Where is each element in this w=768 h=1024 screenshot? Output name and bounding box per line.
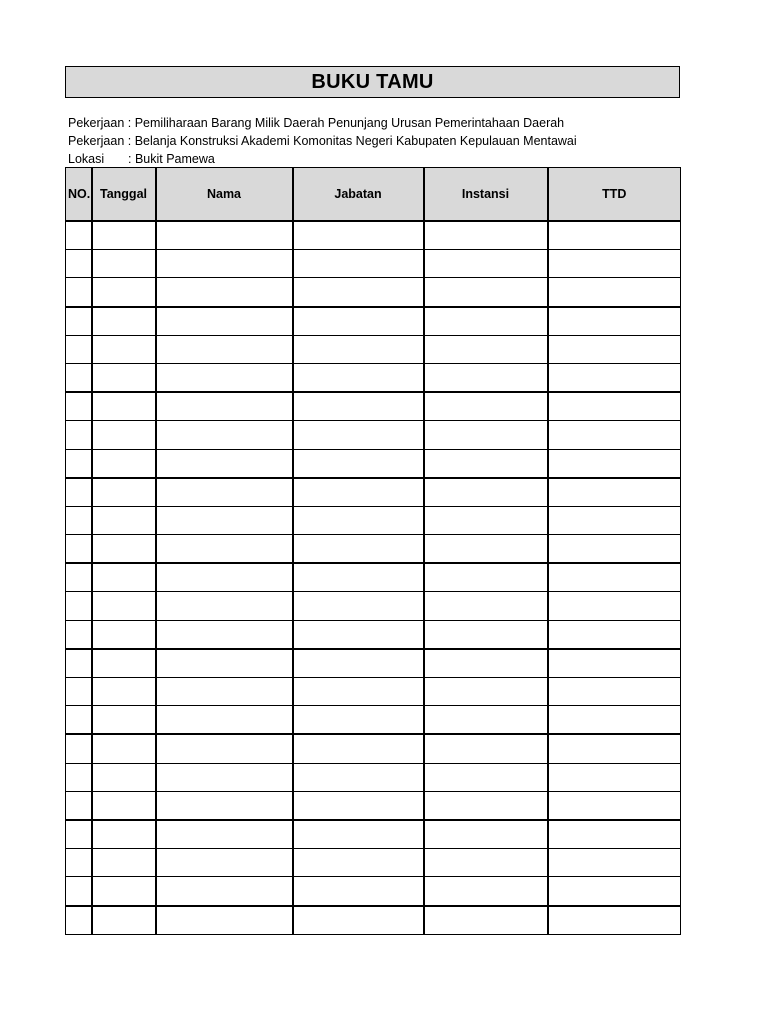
table-cell[interactable] [293,363,424,392]
table-cell[interactable] [156,877,293,906]
table-cell[interactable] [92,820,156,849]
table-cell[interactable] [293,221,424,250]
table-cell[interactable] [548,535,681,564]
table-cell[interactable] [293,906,424,935]
info-line-lokasi: Lokasi : Bukit Pamewa [68,152,215,166]
table-cell[interactable] [92,649,156,678]
table-cell[interactable] [156,820,293,849]
column-header-tanggal: Tanggal [92,168,156,222]
table-cell[interactable] [548,250,681,278]
info-label: Pekerjaan [68,134,125,148]
table-cell[interactable] [92,363,156,392]
table-cell[interactable] [156,478,293,507]
table-row [66,535,681,564]
table-header-row [66,168,681,222]
table-cell[interactable] [293,706,424,735]
table-cell[interactable] [156,678,293,706]
table-row [66,449,681,478]
table-cell[interactable] [548,734,681,763]
table-cell[interactable] [66,791,92,820]
table-cell[interactable] [548,849,681,877]
table-row [66,820,681,849]
table-cell[interactable] [424,250,548,278]
table-cell[interactable] [92,449,156,478]
table-cell[interactable] [548,906,681,935]
table-cell[interactable] [424,535,548,564]
table-row [66,421,681,449]
table-row [66,221,681,250]
table-cell[interactable] [548,363,681,392]
table-cell[interactable] [293,449,424,478]
table-cell[interactable] [548,706,681,735]
table-row [66,278,681,307]
table-cell[interactable] [92,906,156,935]
table-cell[interactable] [548,678,681,706]
table-cell[interactable] [156,592,293,620]
table-cell[interactable] [424,906,548,935]
table-row [66,307,681,336]
table-row [66,791,681,820]
table-cell[interactable] [548,763,681,791]
info-line-pekerjaan-1: Pekerjaan : Pemiliharaan Barang Milik Daerah Penunjang Urusan Pemerintahaan Daerah [68,116,565,130]
table-row [66,592,681,620]
table-cell[interactable] [293,592,424,620]
table-cell[interactable] [293,307,424,336]
table-row [66,335,681,363]
table-cell[interactable] [156,535,293,564]
table-row [66,734,681,763]
table-cell[interactable] [424,734,548,763]
table-cell[interactable] [424,877,548,906]
table-row [66,392,681,421]
table-cell[interactable] [156,363,293,392]
table-row [66,678,681,706]
table-cell[interactable] [548,278,681,307]
table-cell[interactable] [548,392,681,421]
table-cell[interactable] [293,791,424,820]
column-header-nama: Nama [156,168,293,222]
info-value: Pemiliharaan Barang Milik Daerah Penunjang Urusan Pemerintahaan Daerah [134,116,565,130]
table-cell[interactable] [92,706,156,735]
table-cell[interactable] [92,221,156,250]
table-cell[interactable] [92,620,156,649]
table-cell[interactable] [424,763,548,791]
table-cell[interactable] [66,763,92,791]
table-cell[interactable] [548,449,681,478]
table-cell[interactable] [156,620,293,649]
table-cell[interactable] [424,506,548,534]
info-value: Belanja Konstruksi Akademi Komonitas Negeri Kabupaten Kepulauan Mentawai [134,134,577,148]
table-cell[interactable] [92,734,156,763]
table-cell[interactable] [548,221,681,250]
table-row [66,763,681,791]
table-cell[interactable] [156,706,293,735]
table-cell[interactable] [293,820,424,849]
table-cell[interactable] [156,335,293,363]
table-cell[interactable] [156,849,293,877]
table-cell[interactable] [92,877,156,906]
table-cell[interactable] [66,649,92,678]
table-row [66,620,681,649]
table-cell[interactable] [293,678,424,706]
table-cell[interactable] [293,535,424,564]
table-cell[interactable] [424,706,548,735]
column-header-no: NO. [66,168,92,222]
table-cell[interactable] [424,392,548,421]
table-cell[interactable] [156,392,293,421]
table-cell[interactable] [156,449,293,478]
table-row [66,906,681,935]
table-cell[interactable] [66,678,92,706]
table-cell[interactable] [66,849,92,877]
table-cell[interactable] [156,221,293,250]
table-cell[interactable] [548,820,681,849]
info-label: Pekerjaan [68,116,125,130]
table-cell[interactable] [66,421,92,449]
table-cell[interactable] [66,563,92,592]
table-row [66,363,681,392]
table-cell[interactable] [293,478,424,507]
table-cell[interactable] [293,734,424,763]
table-cell[interactable] [156,250,293,278]
table-cell[interactable] [92,763,156,791]
table-cell[interactable] [66,478,92,507]
table-cell[interactable] [92,335,156,363]
table-cell[interactable] [92,535,156,564]
page-title: BUKU TAMU [65,66,680,98]
table-cell[interactable] [66,877,92,906]
table-cell[interactable] [293,421,424,449]
table-cell[interactable] [424,221,548,250]
guest-table [65,167,681,935]
table-cell[interactable] [66,706,92,735]
table-cell[interactable] [66,221,92,250]
column-header-jabatan: Jabatan [293,168,424,222]
table-cell[interactable] [424,563,548,592]
table-cell[interactable] [424,449,548,478]
table-cell[interactable] [156,791,293,820]
table-row [66,506,681,534]
table-cell[interactable] [424,592,548,620]
table-cell[interactable] [424,421,548,449]
info-label: Lokasi [68,152,105,166]
table-cell[interactable] [156,649,293,678]
table-cell[interactable] [293,392,424,421]
table-cell[interactable] [156,421,293,449]
table-cell[interactable] [293,849,424,877]
table-cell[interactable] [424,820,548,849]
table-cell[interactable] [66,620,92,649]
table-row [66,250,681,278]
table-cell[interactable] [92,392,156,421]
table-cell[interactable] [156,906,293,935]
table-cell[interactable] [66,906,92,935]
table-cell[interactable] [92,791,156,820]
table-cell[interactable] [424,307,548,336]
table-cell[interactable] [548,563,681,592]
table-row [66,849,681,877]
table-cell[interactable] [548,478,681,507]
table-cell[interactable] [66,820,92,849]
table-cell[interactable] [92,307,156,336]
table-cell[interactable] [66,392,92,421]
table-cell[interactable] [424,791,548,820]
table-cell[interactable] [548,649,681,678]
table-cell[interactable] [424,678,548,706]
table-cell[interactable] [92,678,156,706]
table-cell[interactable] [156,506,293,534]
column-header-ttd: TTD [548,168,681,222]
table-cell[interactable] [66,449,92,478]
table-cell[interactable] [548,506,681,534]
table-cell[interactable] [92,278,156,307]
table-row [66,877,681,906]
table-cell[interactable] [66,592,92,620]
table-cell[interactable] [293,335,424,363]
table-cell[interactable] [66,250,92,278]
table-cell[interactable] [66,535,92,564]
table-cell[interactable] [66,734,92,763]
info-line-pekerjaan-2: Pekerjaan : Belanja Konstruksi Akademi Komonitas Negeri Kabupaten Kepulauan Mentawai [68,134,577,148]
table-cell[interactable] [293,250,424,278]
table-cell[interactable] [156,307,293,336]
table-cell[interactable] [424,363,548,392]
table-row [66,563,681,592]
table-cell[interactable] [293,763,424,791]
table-cell[interactable] [293,563,424,592]
table-cell[interactable] [424,649,548,678]
table-cell[interactable] [66,335,92,363]
table-cell[interactable] [92,849,156,877]
table-cell[interactable] [92,506,156,534]
table-cell[interactable] [92,478,156,507]
table-cell[interactable] [548,620,681,649]
table-row [66,706,681,735]
table-cell[interactable] [548,335,681,363]
table-cell[interactable] [548,877,681,906]
table-cell[interactable] [548,791,681,820]
table-cell[interactable] [424,849,548,877]
table-cell[interactable] [66,506,92,534]
table-cell[interactable] [156,563,293,592]
table-cell[interactable] [66,363,92,392]
table-cell[interactable] [293,877,424,906]
table-cell[interactable] [424,335,548,363]
table-row [66,649,681,678]
column-header-instansi: Instansi [424,168,548,222]
table-cell[interactable] [548,592,681,620]
table-cell[interactable] [293,620,424,649]
table-cell[interactable] [92,563,156,592]
table-cell[interactable] [424,278,548,307]
table-cell[interactable] [156,763,293,791]
table-cell[interactable] [424,620,548,649]
table-cell[interactable] [156,278,293,307]
table-cell[interactable] [156,734,293,763]
table-cell[interactable] [293,278,424,307]
info-value: Bukit Pamewa [134,152,215,166]
table-cell[interactable] [92,592,156,620]
table-cell[interactable] [66,278,92,307]
table-cell[interactable] [66,307,92,336]
table-cell[interactable] [293,649,424,678]
table-cell[interactable] [92,250,156,278]
table-cell[interactable] [548,421,681,449]
table-cell[interactable] [424,478,548,507]
table-cell[interactable] [293,506,424,534]
table-row [66,478,681,507]
table-cell[interactable] [92,421,156,449]
guest-table-body [66,221,681,934]
table-cell[interactable] [548,307,681,336]
